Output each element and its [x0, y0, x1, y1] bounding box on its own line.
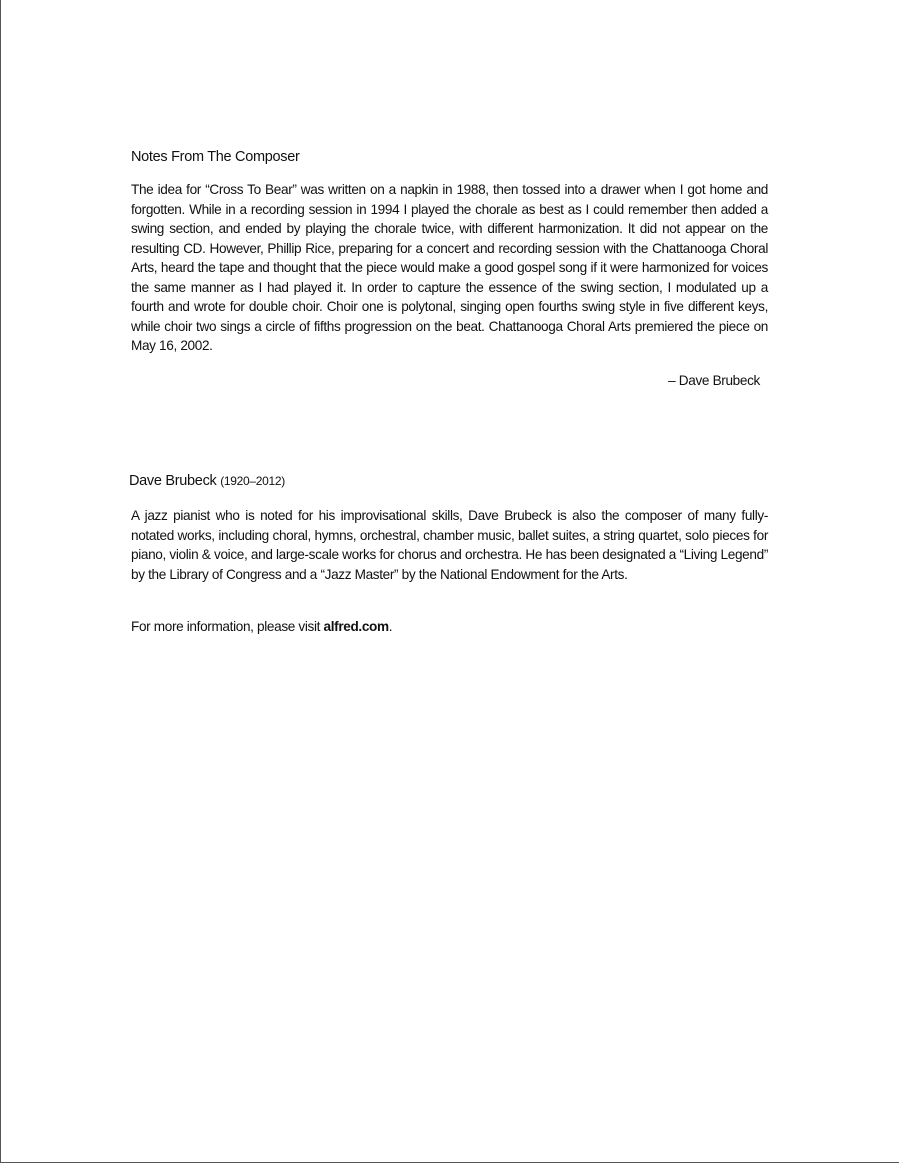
biography-paragraph: A jazz pianist who is noted for his improvisational skills, Dave Brubeck is also the composer of many fully-notated works, including choral, hymns, orchestral, chamber music, ballet suites, a string quartet, solo pieces for piano, violin & voice, and large-scale works for chorus and orchestra. He has been designated a “Living Legend” by the Library of Congress and a “Jazz Master” by the National Endowment for the Arts.	[131, 508, 768, 582]
composer-years: (1920–2012)	[220, 474, 285, 488]
more-info-prefix: For more information, please visit	[131, 619, 324, 634]
signature: – Dave Brubeck	[668, 373, 760, 388]
composer-name: Dave Brubeck	[129, 473, 217, 489]
more-info-line	[131, 619, 392, 634]
alfred-link[interactable]: alfred.com	[323, 619, 389, 634]
notes-paragraph: The idea for “Cross To Bear” was written on a napkin in 1988, then tossed into a drawer when I got home and forgotten. While in a recording session in 1994 I played the chorale as best as I could remember then added a swing section, and ended by playing the chorale twice, with different harmonization. It did not appear on the resulting CD. However, Phillip Rice, preparing for a concert and recording session with the Chattanooga Choral Arts, heard the tape and thought that the piece would make a good gospel song if it were harmonized for voices the same manner as I had played it. In order to capture the essence of the swing section, I modulated up a fourth and wrote for double choir. Choir one is polytonal, singing open fourths swing style in five different keys, while choir two sings a circle of fifths progression on the beat. Chattanooga Choral Arts premiered the piece on May 16, 2002.	[131, 182, 768, 353]
notes-heading: Notes From The Composer	[131, 149, 300, 165]
biography-heading	[129, 473, 285, 489]
more-info-suffix: .	[388, 619, 393, 634]
